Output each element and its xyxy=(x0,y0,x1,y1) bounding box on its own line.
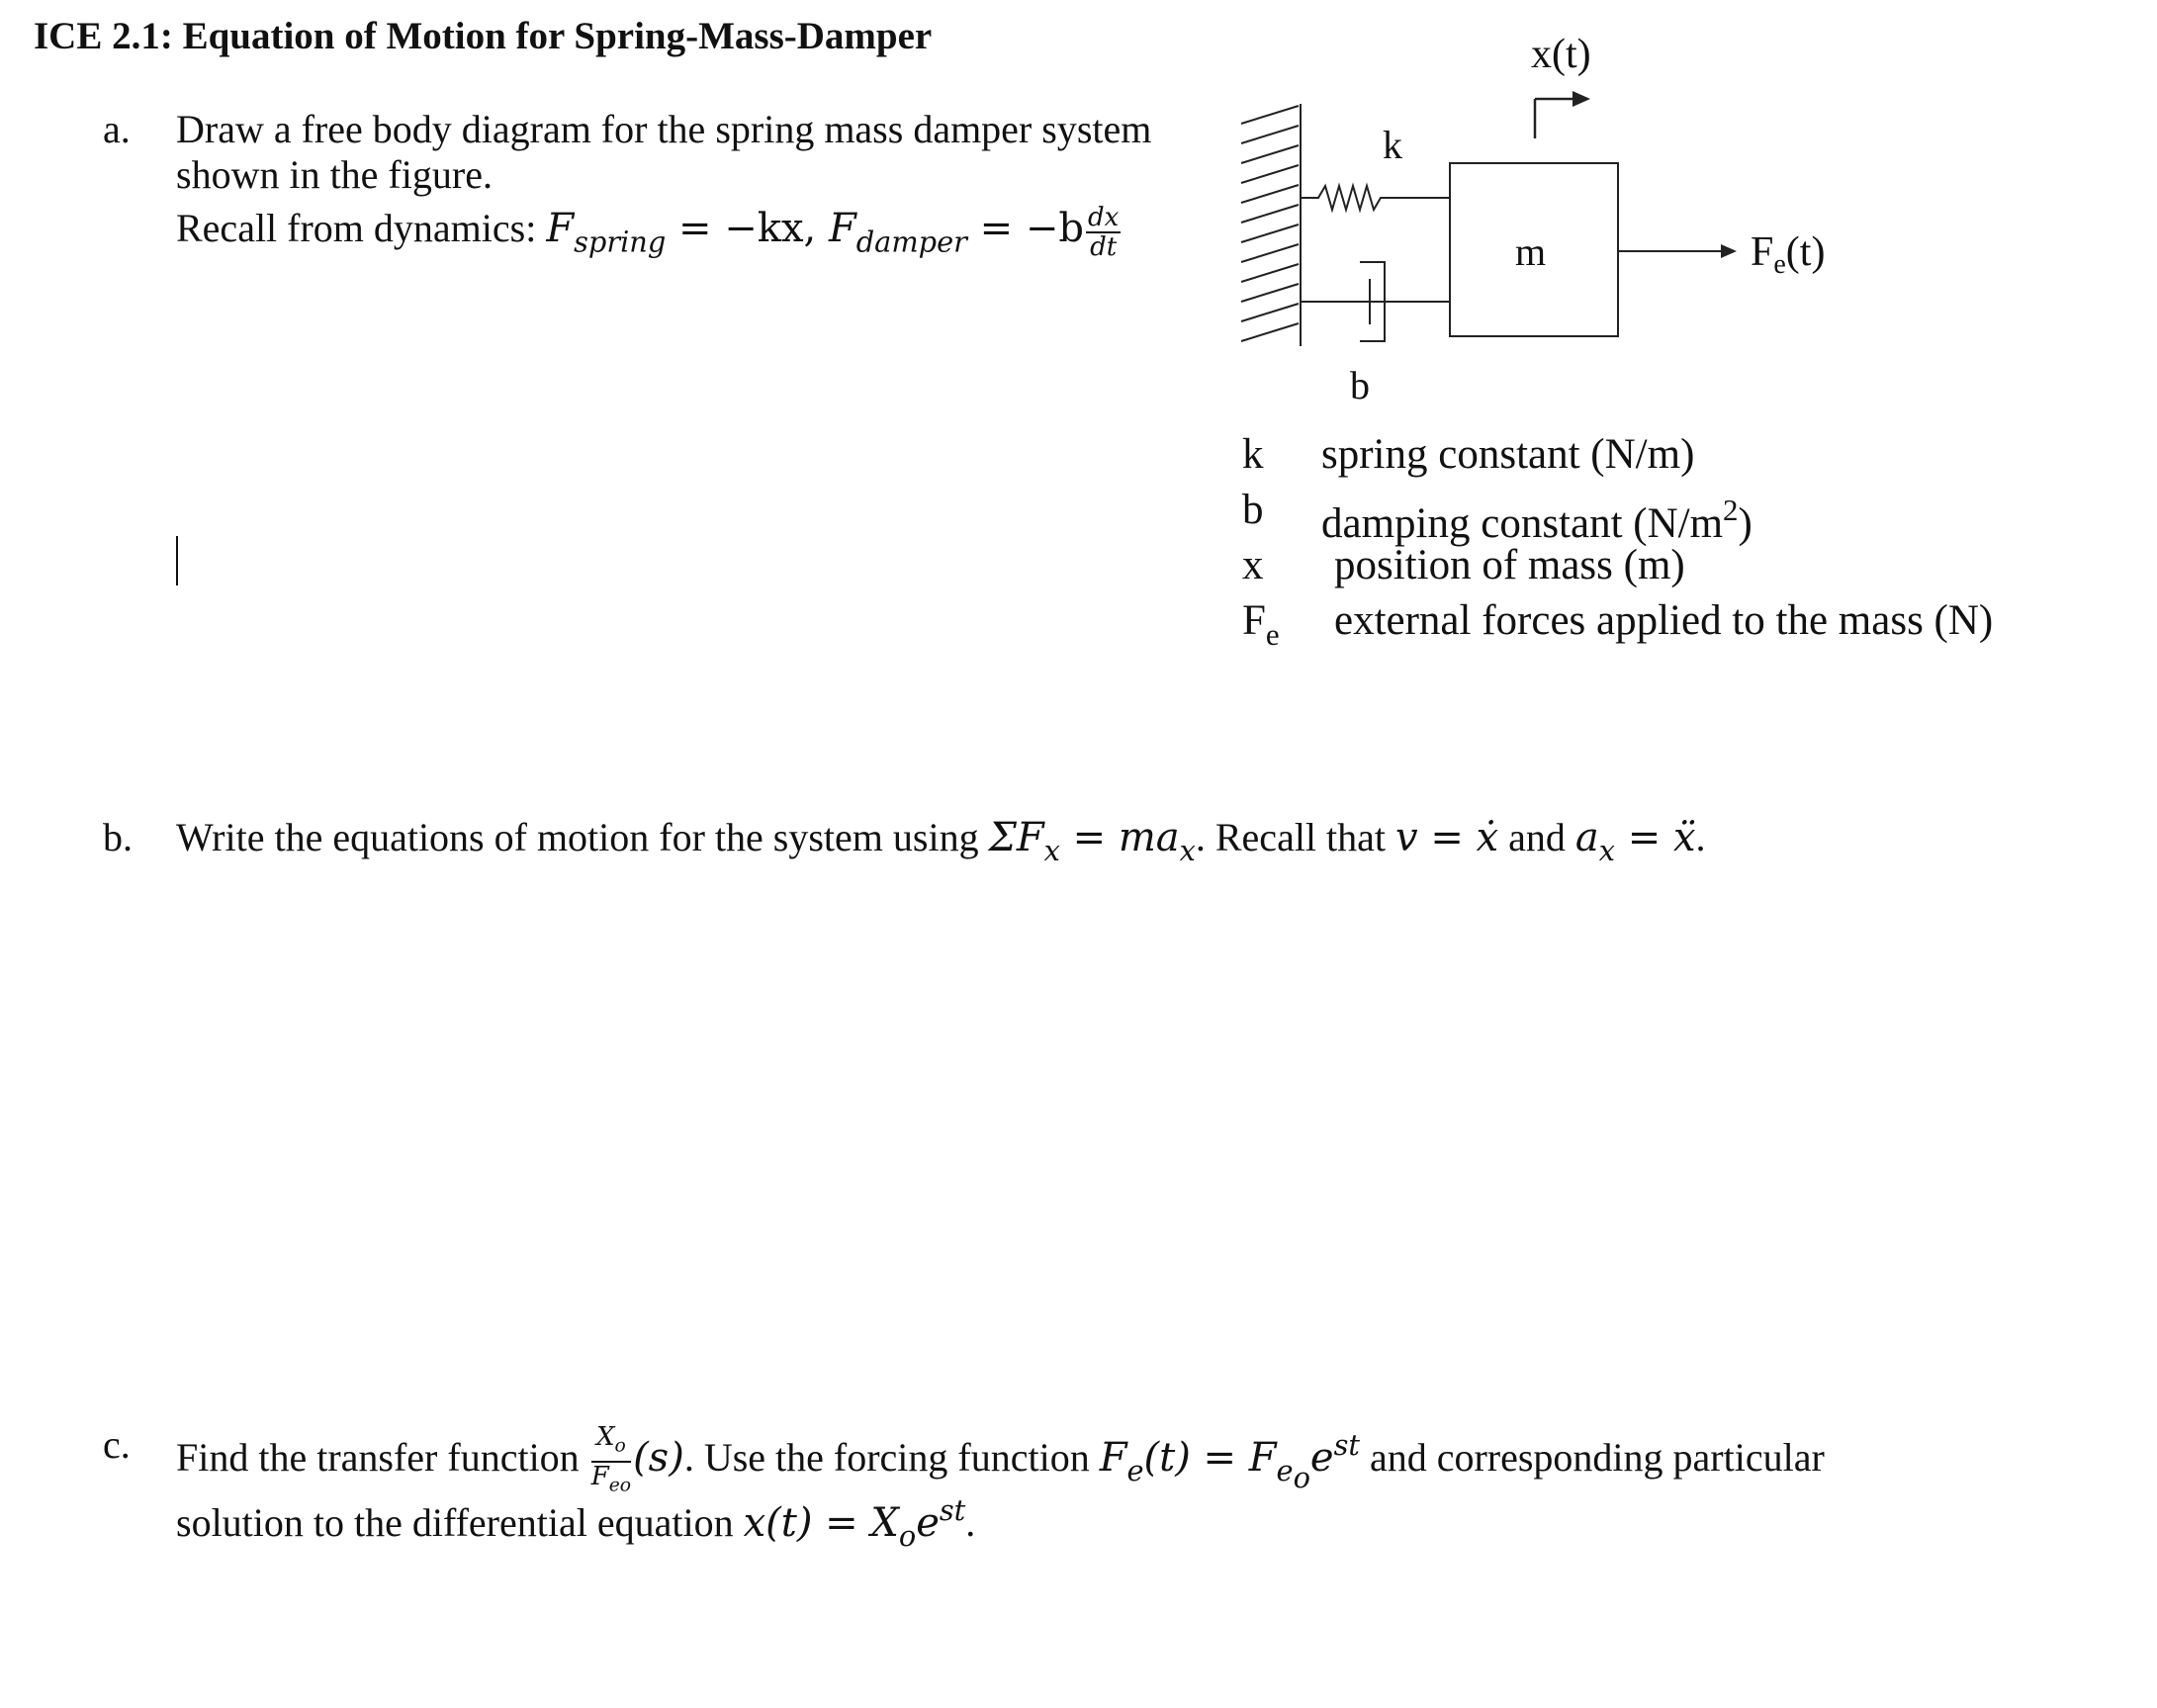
dx-dt-fraction xyxy=(1086,204,1121,261)
position-label: x(t) xyxy=(1531,32,1591,77)
legend-symbol: b xyxy=(1242,487,1264,533)
xo-subscript: o xyxy=(898,1518,917,1553)
s-argument: (s) xyxy=(633,1434,684,1481)
force-label xyxy=(1751,229,1825,280)
legend-description: spring constant (N/m) xyxy=(1321,431,1695,478)
recall-prefix: Recall from dynamics: xyxy=(176,206,547,251)
forcing-symbol: F xyxy=(1099,1434,1127,1481)
part-c-text2: . Use the forcing function xyxy=(683,1434,1100,1480)
legend-row-b xyxy=(1242,483,2093,548)
position-arrow xyxy=(1535,91,1590,138)
legend-symbol-fe xyxy=(1242,593,1280,663)
forcing-equation: (t) = F xyxy=(1143,1434,1277,1481)
part-c-text1: Find the transfer function xyxy=(176,1434,589,1480)
force-subscript: e xyxy=(1773,249,1786,280)
legend-symbol: F xyxy=(1242,597,1266,644)
part-c-end: . xyxy=(965,1499,976,1545)
sum-subscript: x xyxy=(1043,834,1060,868)
tf-num-subscript: o xyxy=(614,1435,626,1457)
damper xyxy=(1301,262,1450,341)
ma-equation: = ma xyxy=(1059,815,1180,860)
accel-equation: = ẍ xyxy=(1615,815,1696,860)
f-damper-symbol: F xyxy=(828,206,856,252)
particular-solution: x(t) = X xyxy=(743,1499,899,1546)
tf-den-symbol: F xyxy=(590,1461,609,1491)
fraction-denominator: dt xyxy=(1090,232,1118,262)
damper-subscript: damper xyxy=(855,225,967,259)
legend-symbol: k xyxy=(1242,431,1264,478)
part-c-marker: c. xyxy=(103,1422,131,1467)
part-a-line1: Draw a free body diagram for the spring mass damper system xyxy=(176,107,1152,151)
force-arrow xyxy=(1618,244,1737,258)
tf-numerator xyxy=(591,1423,631,1463)
legend-description: position of mass (m) xyxy=(1334,542,1685,588)
spring-label: k xyxy=(1383,123,1402,167)
force-symbol: F xyxy=(1751,229,1774,275)
spring xyxy=(1301,186,1450,210)
legend-row-k xyxy=(1242,427,2093,483)
spring-mass-damper-diagram xyxy=(1226,10,2097,415)
part-b-marker: b. xyxy=(103,815,133,859)
text-cursor xyxy=(176,536,178,585)
exp-superscript: st xyxy=(1333,1428,1360,1462)
variable-legend xyxy=(1242,427,2093,655)
sum-forces: ΣF xyxy=(988,815,1044,860)
part-c-text3: and corresponding particular xyxy=(1359,1434,1825,1480)
force-suffix: (t) xyxy=(1785,229,1826,275)
tf-num-symbol: X xyxy=(595,1422,615,1453)
part-b-text2: . Recall that xyxy=(1195,815,1396,859)
legend-description: external forces applied to the mass (N) xyxy=(1334,597,1994,644)
accel-subscript: x xyxy=(1598,834,1616,868)
ma-subscript: x xyxy=(1179,834,1196,868)
legend-superscript: 2 xyxy=(1723,493,1739,527)
part-a-recall xyxy=(176,204,1123,264)
part-a-marker: a. xyxy=(103,107,131,151)
exp-base: e xyxy=(1309,1434,1334,1481)
feo-subscript: e xyxy=(1276,1453,1294,1487)
legend-symbol-subscript: e xyxy=(1265,616,1280,652)
fraction-numerator: dx xyxy=(1087,203,1120,232)
legend-row-x xyxy=(1242,538,2093,593)
spring-equation: = −kx, xyxy=(666,206,829,252)
part-b-text1: Write the equations of motion for the system using xyxy=(176,815,989,859)
part-c-line2-text: solution to the differential equation xyxy=(176,1499,744,1545)
feo-subsubscript: o xyxy=(1293,1461,1310,1495)
legend-description: damping constant (N/m xyxy=(1321,500,1724,548)
f-spring-symbol: F xyxy=(546,206,575,252)
legend-description-suffix: ) xyxy=(1738,500,1753,548)
spring-subscript: spring xyxy=(574,225,667,259)
velocity-equation: v = ẋ xyxy=(1395,815,1499,860)
page-title: ICE 2.1: Equation of Motion for Spring-Mass-Damper xyxy=(34,15,933,57)
part-a-line2: shown in the figure. xyxy=(176,152,493,197)
part-b-text3: and xyxy=(1498,815,1575,859)
forcing-subscript: e xyxy=(1126,1453,1144,1487)
part-b-text xyxy=(176,815,1706,873)
damper-equation: = −b xyxy=(966,206,1084,252)
tf-den-subscript: eo xyxy=(608,1475,632,1496)
wall-hatching xyxy=(1241,104,1301,346)
part-b-end: . xyxy=(1695,815,1706,859)
solution-exp-base: e xyxy=(916,1499,940,1546)
mass-label: m xyxy=(1515,229,1547,274)
legend-row-fe xyxy=(1242,593,2093,652)
solution-exp-superscript: st xyxy=(939,1493,966,1527)
part-c-line2 xyxy=(176,1487,975,1559)
accel-symbol: a xyxy=(1574,815,1599,860)
damper-label: b xyxy=(1350,363,1370,407)
legend-symbol: x xyxy=(1242,542,1264,588)
